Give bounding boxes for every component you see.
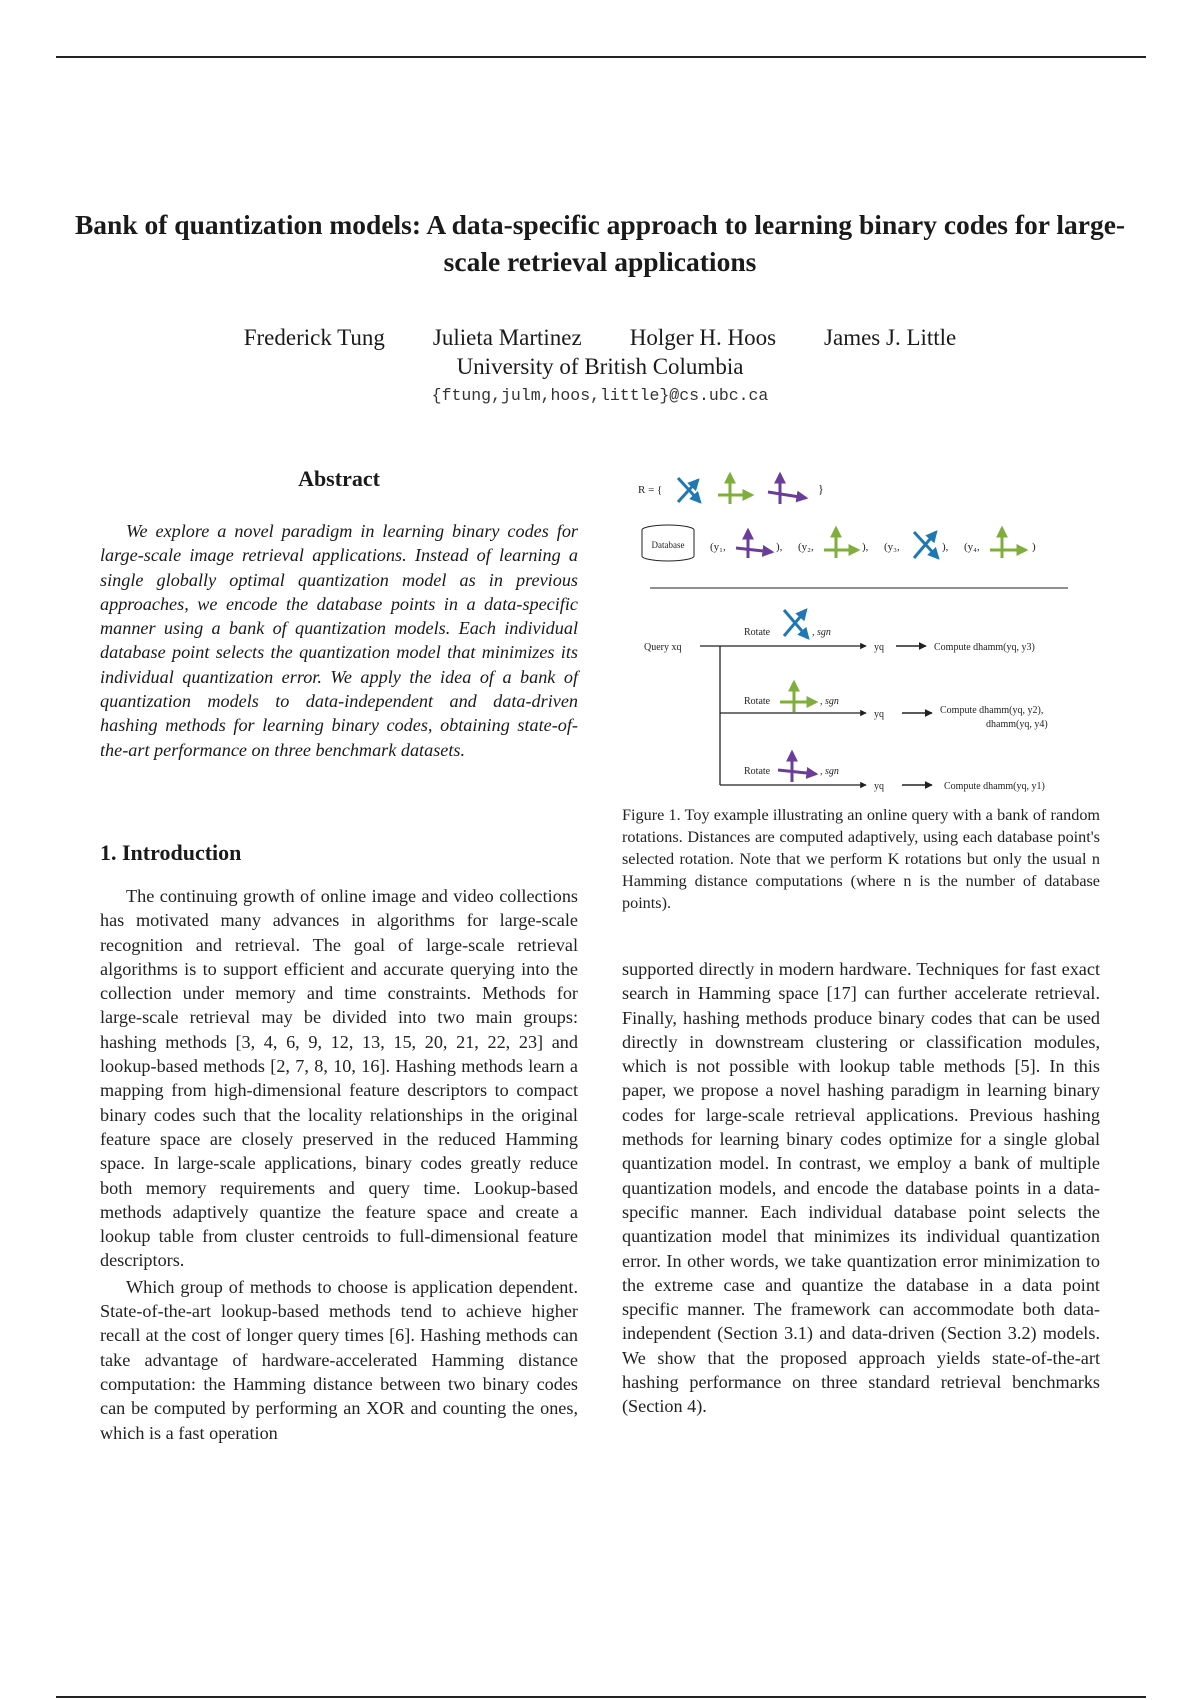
compute-label: Compute dhamm(yq, y2), [940, 705, 1044, 716]
db-tuple: (y₁, [710, 541, 726, 553]
left-column-body [100, 884, 578, 1445]
author: James J. Little [824, 325, 957, 350]
author: Frederick Tung [243, 325, 385, 350]
abstract-heading: Abstract [298, 466, 380, 491]
rotation-green-icon [718, 474, 752, 504]
author-email: {ftung,julm,hoos,little}@cs.ubc.ca [431, 386, 769, 405]
yq-label: yq [874, 642, 884, 653]
compute-label: dhamm(yq, y4) [986, 719, 1048, 730]
db-rotation-purple-icon [736, 530, 772, 558]
rotate-label: Rotate [744, 766, 771, 777]
figure-caption: Figure 1. Toy example illustrating an online query with a bank of random rotations. Distances are computed adaptively, using each database point's selected rotation. Note that we perform K rotations but only the usual n Hamming distance computations (where n is the number of database points). [622, 806, 1100, 912]
abstract-text: We explore a novel paradigm in learning binary codes for large-scale image retrieval applications. Instead of learning a single globally optimal quantization model as in previous approaches, we encode the database points in a data-specific manner using a bank of quantization models. Each individual database point selects the quantization model that minimizes its individual quantization error. We apply the idea of a bank of quantization models to data-independent and data-driven hashing methods for learning binary codes, obtaining state-of-the-art performance on three benchmark datasets. [100, 521, 578, 760]
affiliation: University of British Columbia [456, 354, 744, 379]
section-heading: 1. Introduction [100, 840, 242, 865]
sgn-label: , sgn [812, 627, 831, 638]
sgn-label: , sgn [820, 766, 839, 777]
rotate-label: Rotate [744, 627, 771, 638]
yq-label: yq [874, 781, 884, 792]
bank-close-brace: } [818, 482, 824, 496]
db-tuple: (y₂, [798, 541, 814, 553]
paper-title: Bank of quantization models: A data-specific approach to learning binary codes for large-scale retrieval applications [74, 209, 1126, 277]
rotation-blue-icon [678, 478, 700, 502]
tuple-close: ), [776, 541, 783, 553]
query-rotation-purple-icon [778, 752, 816, 782]
db-rotation-blue-icon [914, 532, 938, 558]
tuple-close: ), [862, 541, 869, 553]
author-list [0, 324, 1200, 352]
db-rotation-green-icon [824, 528, 858, 558]
query-rotation-blue-icon [784, 610, 808, 638]
query-label: Query xq [644, 642, 682, 653]
figure-1-diagram [630, 460, 1100, 805]
db-rotation-green-icon [990, 528, 1026, 558]
yq-label: yq [874, 709, 884, 720]
rotation-purple-icon [768, 474, 806, 504]
bottom-rule [56, 1696, 1146, 1698]
right-column-body [622, 957, 1100, 1419]
author: Julieta Martinez [432, 325, 582, 350]
bank-label: R = { [638, 484, 663, 496]
rotate-label: Rotate [744, 696, 771, 707]
sgn-label: , sgn [820, 696, 839, 707]
author: Holger H. Hoos [629, 325, 777, 350]
top-rule [56, 56, 1146, 58]
intro-paragraph-continued: supported directly in modern hardware. Techniques for fast exact search in Hamming space [17] can further accelerate retrieval. Finally, hashing methods produce binary codes that can be used directly in downstream clustering or classification modules, which is not possible with lookup table methods [5]. In this paper, we propose a novel hashing paradigm in learning binary codes for large-scale retrieval applications. Previous hashing methods for learning binary codes optimize for a single global quantization model. In contrast, we employ a bank of multiple quantization models, and encode the database points in a data-specific manner. Each individual database point selects the quantization model that minimizes its individual quantization error. In other words, we take quantization error minimization to the extreme case and quantize the database in a data point specific manner. The framework can accommodate both data-independent (Section 3.1) and data-driven (Section 3.2) models. We show that the proposed approach yields state-of-the-art hashing performance on three standard retrieval benchmarks (Section 4). [622, 959, 1100, 1417]
compute-label: Compute dhamm(yq, y1) [944, 781, 1045, 792]
db-tuple: (y₄, [964, 541, 980, 553]
database-label: Database [651, 540, 685, 550]
db-tuple: (y₃, [884, 541, 900, 553]
intro-paragraph-2: Which group of methods to choose is application dependent. State-of-the-art lookup-based methods tend to achieve higher recall at the cost of longer query times [6]. Hashing methods can take advantage of hardware-accelerated Hamming distance computation: the Hamming distance between two binary codes can be computed by performing an XOR and counting the ones, which is a fast operation [100, 1276, 578, 1443]
compute-label: Compute dhamm(yq, y3) [934, 642, 1035, 653]
tuple-close: ) [1032, 541, 1036, 553]
query-rotation-green-icon [780, 682, 816, 712]
tuple-close: ), [942, 541, 949, 553]
intro-paragraph-1: The continuing growth of online image and video collections has motivated many advances in algorithms for large-scale recognition and retrieval. The goal of large-scale retrieval algorithms is to support efficient and accurate querying into the collection under memory and time constraints. Methods for large-scale retrieval may be divided into two main groups: hashing methods [3, 4, 6, 9, 12, 13, 15, 20, 21, 22, 23] and lookup-based methods [2, 7, 8, 10, 16]. Hashing methods learn a mapping from high-dimensional feature descriptors to compact binary codes such that the locality relationships in the original feature space are closely preserved in the reduced Hamming space. In large-scale applications, binary codes greatly reduce both memory requirements and query time. Lookup-based methods adaptively quantize the feature space and create a lookup table from cluster centroids to full-dimensional feature descriptors. [100, 886, 578, 1271]
